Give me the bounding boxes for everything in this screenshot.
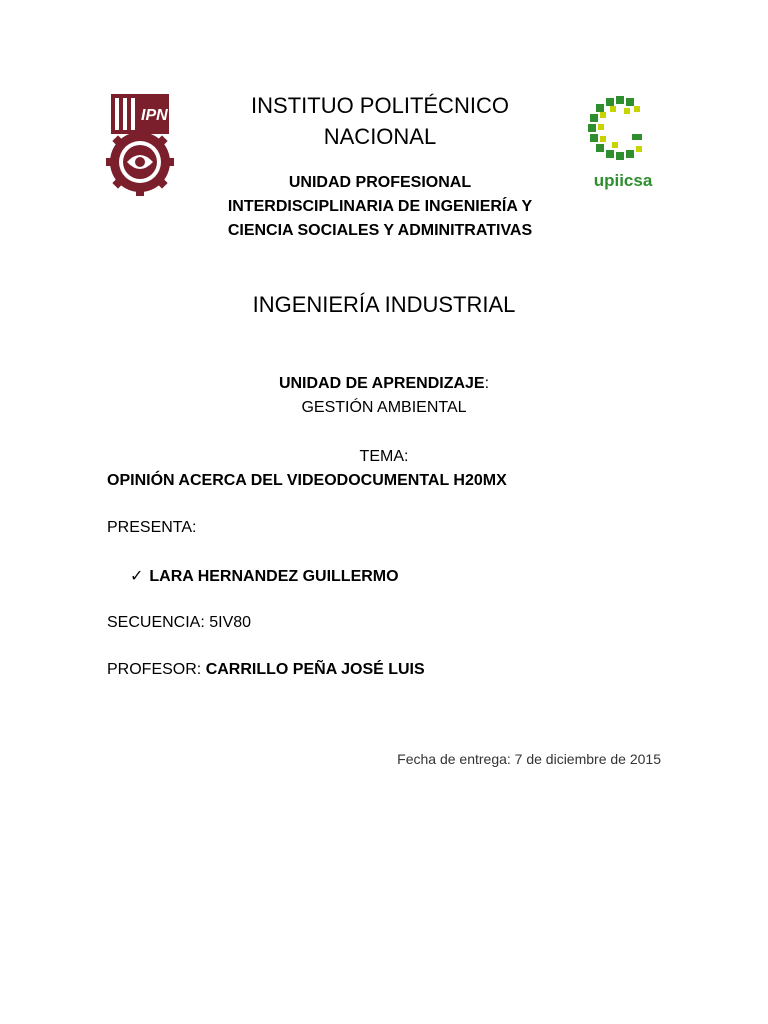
institution-title-line1: INSTITUO POLITÉCNICO <box>251 93 509 118</box>
upiicsa-logo <box>584 94 662 192</box>
learning-unit-label-colon: : <box>484 375 490 392</box>
learning-unit-label <box>180 373 588 395</box>
unit-title-line3: CIENCIA SOCIALES Y ADMINITRATIVAS <box>227 222 533 239</box>
sequence-label: SECUENCIA: <box>107 614 205 631</box>
learning-unit-label-text: UNIDAD DE APRENDIZAJE <box>278 375 485 392</box>
presenter-item <box>130 565 399 588</box>
presenter-label: PRESENTA: <box>107 519 197 536</box>
ipn-logo <box>105 90 175 198</box>
unit-title <box>190 171 570 243</box>
professor-line <box>107 659 425 681</box>
checkmark-icon: ✓ <box>130 566 144 585</box>
professor-label: PROFESOR: <box>107 661 202 678</box>
unit-title-line2: INTERDISCIPLINARIA DE INGENIERÍA Y <box>227 198 533 215</box>
ipn-logo-letters: IPN <box>141 107 168 124</box>
institution-title <box>200 90 560 152</box>
delivery-date: Fecha de entrega: 7 de diciembre de 2015 <box>397 751 661 767</box>
professor-name: CARRILLO PEÑA JOSÉ LUIS <box>205 661 425 678</box>
presenter-name: LARA HERNANDEZ GUILLERMO <box>149 568 399 585</box>
learning-unit-value: GESTIÓN AMBIENTAL <box>301 399 467 416</box>
unit-title-line1: UNIDAD PROFESIONAL <box>288 174 472 191</box>
sequence-value: 5IV80 <box>209 614 252 631</box>
career-title: INGENIERÍA INDUSTRIAL <box>252 292 516 317</box>
topic-value: OPINIÓN ACERCA DEL VIDEODOCUMENTAL H20MX <box>107 472 507 489</box>
topic-label: TEMA: <box>359 448 409 465</box>
upiicsa-logo-text: upiicsa <box>593 171 653 190</box>
sequence-line <box>107 612 251 634</box>
institution-title-line2: NACIONAL <box>323 124 437 149</box>
